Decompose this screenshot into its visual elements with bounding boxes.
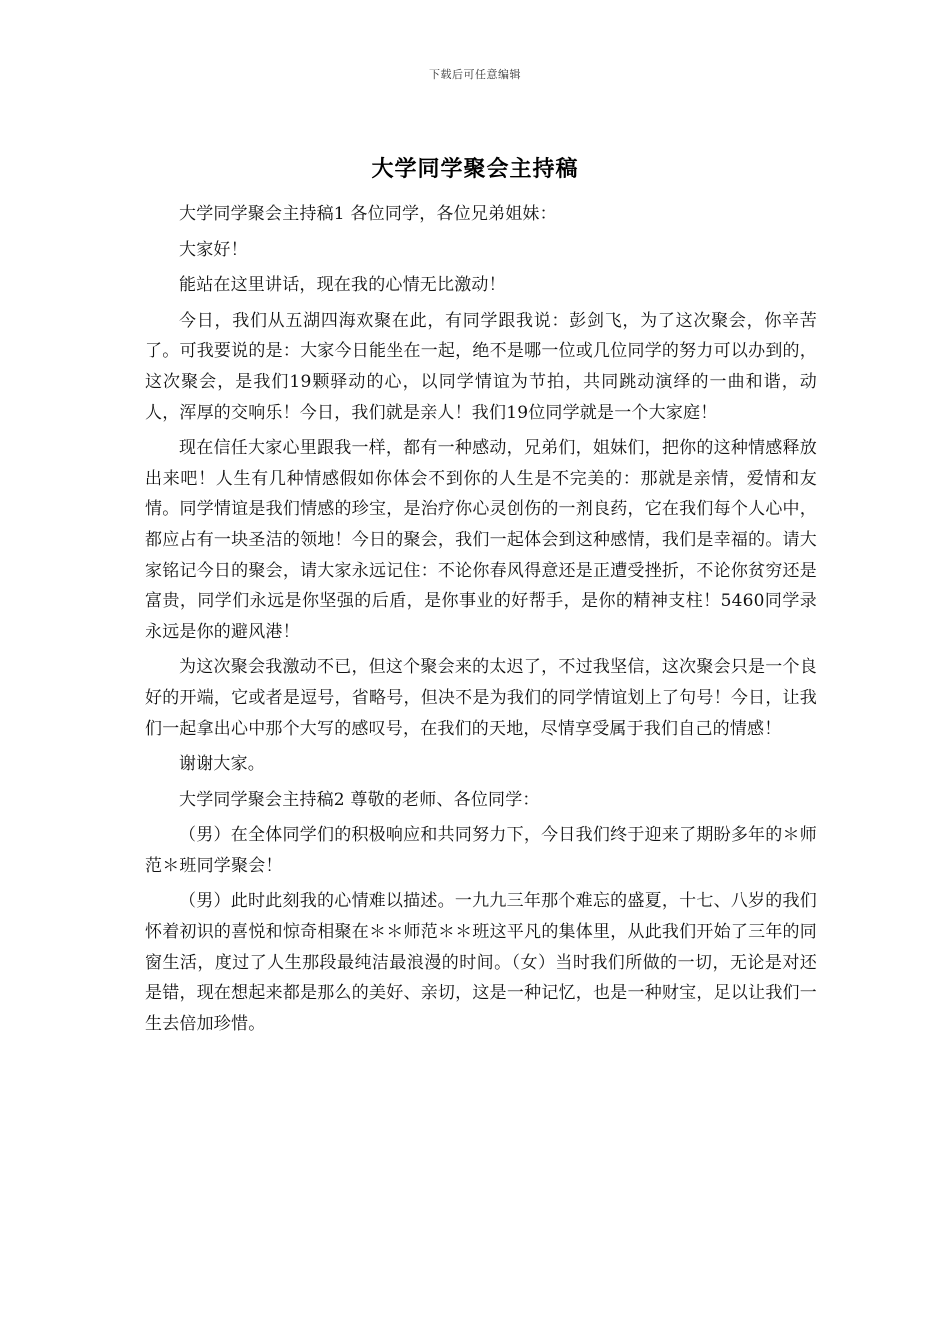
paragraph: 为这次聚会我激动不已，但这个聚会来的太迟了，不过我坚信，这次聚会只是一个良好的开端，它或者是逗号，省略号，但决不是为我们的同学情谊划上了句号！今日，让我们一起拿出心中那个大写的感叹号，在我们的天地，尽情享受属于我们自己的情感！ [145, 657, 817, 739]
paragraph: 大学同学聚会主持稿2 尊敬的老师、各位同学： [179, 789, 540, 810]
paragraph: 能站在这里讲话，现在我的心情无比激动！ [179, 275, 506, 296]
document-body [145, 199, 817, 1044]
header-note: 下载后可任意编辑 [429, 68, 521, 81]
paragraph: 大学同学聚会主持稿1 各位同学，各位兄弟姐妹： [179, 204, 557, 224]
paragraph: 大家好！ [179, 239, 248, 260]
paragraph: （男）此时此刻我的心情难以描述。一九九三年那个难忘的盛夏，十七、八岁的我们怀着初识的喜悦和惊奇相聚在＊＊师范＊＊班这平凡的集体里，从此我们开始了三年的同窗生活，度过了人生那段最纯洁最浪漫的时间。（女）当时我们所做的一切，无论是对还是错，现在想起来都是那么的美好、亲切，这是一种记忆，也是一种财宝，足以让我们一生去倍加珍惜。 [145, 891, 817, 1034]
paragraph: 今日，我们从五湖四海欢聚在此，有同学跟我说：彭剑飞，为了这次聚会，你辛苦了。可我要说的是：大家今日能坐在一起，绝不是哪一位或几位同学的努力可以办到的，这次聚会，是我们19颗驿动的心，以同学情谊为节拍，共同跳动演绎的一曲和谐，动人，浑厚的交响乐！今日，我们就是亲人！我们19位同学就是一个大家庭！ [145, 310, 817, 423]
paragraph: 谢谢大家。 [179, 754, 265, 775]
paragraph: （男）在全体同学们的积极响应和共同努力下，今日我们终于迎来了期盼多年的＊师范＊班同学聚会！ [145, 825, 817, 876]
document-title: 大学同学聚会主持稿 [371, 156, 579, 182]
paragraph: 现在信任大家心里跟我一样，都有一种感动，兄弟们，姐妹们，把你的这种情感释放出来吧！人生有几种情感假如你体会不到你的人生是不完美的：那就是亲情，爱情和友情。同学情谊是我们情感的珍宝，是治疗你心灵创伤的一剂良药，它在我们每个人心中，都应占有一块圣洁的领地！今日的聚会，我们一起体会到这种感情，我们是幸福的。请大家铭记今日的聚会，请大家永远记住：不论你春风得意还是正遭受挫折，不论你贫穷还是富贵，同学们永远是你坚强的后盾，是你事业的好帮手，是你的精神支柱！5460同学录永远是你的避风港！ [145, 438, 817, 642]
